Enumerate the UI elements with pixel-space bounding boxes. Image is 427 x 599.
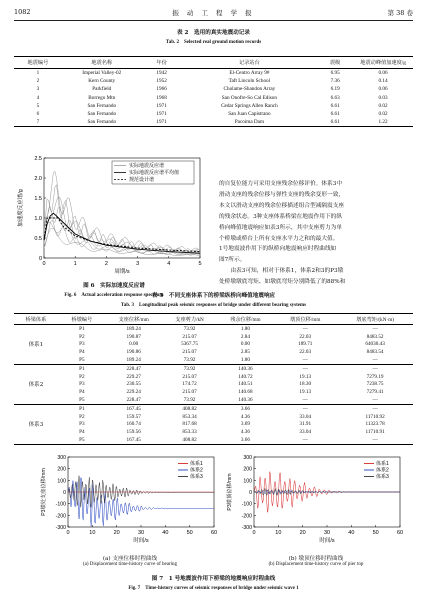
table2-cell: 0.03 (378, 94, 388, 101)
f7a-legend-label: 体系2 (190, 467, 203, 474)
table3-cell: — (273, 364, 337, 372)
table3-cell: 408.82 (162, 404, 218, 412)
table2-row (14, 102, 413, 110)
table3-cell: 140.36 (217, 364, 273, 372)
table3-cell: P1 (58, 364, 106, 372)
table3-row (14, 381, 413, 389)
table2-caption-cn: 表 2 选用的真实地震动记录 (177, 30, 250, 36)
table2-cell: 7 (36, 119, 40, 126)
table3-cell: 215.07 (182, 333, 197, 340)
table3-row (14, 325, 413, 333)
table3-cell: 3.66 (217, 404, 273, 412)
table3-system-cell: 体系3 (14, 404, 58, 444)
table3-cell: 190.86 (126, 349, 141, 356)
table2-row (14, 118, 413, 127)
table3-cell: — (337, 404, 413, 412)
table3-cell: 189.24 (126, 357, 141, 364)
f7a-ytick-label: -100 (55, 501, 66, 508)
table3-cell: P5 (79, 397, 85, 404)
table2-cell: 6.61 (330, 119, 340, 126)
fig6-ytick-label: 0.5 (34, 236, 42, 242)
fig6-series-line (44, 213, 200, 253)
table2-cell: San Fernando (87, 102, 117, 109)
table3-cell: 190.87 (126, 333, 141, 340)
table3-cell: 8483.54 (366, 349, 384, 356)
f7b-xlabel: 时间/s (319, 538, 335, 544)
f7b-legend-label: 体系1 (376, 461, 389, 467)
table2-cell: San Fernando (87, 111, 117, 118)
f7b-ytick-label: -200 (241, 513, 252, 520)
table3-cell: P4 (79, 349, 85, 356)
f7a-ytick-label: 200 (57, 466, 66, 473)
table2-cell: San Juan Capistrano (228, 111, 271, 118)
f7a-ytick-label: 0 (63, 490, 66, 496)
table3-cell: — (302, 397, 308, 404)
table3-cell: 11323.78 (365, 421, 385, 428)
table3-cell: 4.36 (240, 429, 250, 436)
table3-cell: 853.33 (182, 429, 197, 436)
table2-cell: 1971 (156, 111, 167, 118)
table2-cell: 0.02 (378, 102, 388, 109)
body-text-line: 由表3可知，相对于体系1，体系2和3的P3墩 (219, 268, 344, 275)
f7b-xtick-label: 10 (275, 530, 282, 536)
table2-cell: 1952 (156, 78, 167, 85)
table2-cell: 1971 (156, 102, 167, 109)
table3-cell: 8483.52 (366, 333, 384, 340)
table3-cell: 22.03 (299, 333, 312, 340)
table2-cell: 1966 (156, 86, 167, 93)
table3-cell: P1 (79, 325, 85, 332)
table3-cell: 1.80 (240, 325, 250, 332)
fig6-xlabel: 周期/s (114, 269, 130, 275)
f7a-ytick-label: 100 (57, 478, 66, 485)
fig6-series-line (44, 218, 200, 252)
table3-header-cell: 支座剪力/kN (162, 314, 218, 325)
table3-row (14, 436, 413, 444)
table3-cell: 0.00 (129, 341, 139, 348)
table2-cell: Parkfield (92, 86, 112, 93)
table3-cell: 189.24 (126, 325, 141, 332)
table3-cell: 73.92 (183, 397, 196, 404)
table3-cell: — (372, 325, 378, 332)
table3-row (14, 341, 413, 349)
table3-cell: 229.24 (126, 389, 141, 396)
table3-cell: 215.07 (182, 389, 197, 396)
f7b-ylabel: P3墩顶位移/mm (227, 473, 233, 511)
table2-cell: Borrego Mtn (88, 94, 116, 101)
body-text-line: 的残余状态。3种支座体系桥梁在地震作用下的纵 (219, 213, 343, 220)
table2-cell: 3 (36, 86, 40, 93)
table3-cell: 33.04 (299, 429, 312, 436)
f7a-xlabel: 时间/s (133, 538, 149, 544)
table3-cell: 229.27 (126, 373, 141, 380)
body-text-line: 滑动支座的残余位移与弹性支座的残余变形一致， (219, 191, 345, 198)
fig6-ytick-label: 2.0 (34, 176, 42, 182)
figure6-caption-en: Fig. 6 Actual acceleration response spectrum (64, 293, 164, 298)
fig6-record-spectrum-line (44, 185, 200, 253)
table3-cell: 140.36 (238, 397, 253, 404)
fig6-xtick-label: 2 (104, 261, 108, 267)
table2-cell: 0.02 (378, 111, 388, 118)
table3-cell: P3 (79, 421, 85, 428)
body-text-line: 处桥墩墩底弯矩、如墩底弯矩分别降低了的88%和 (219, 279, 346, 286)
table2-cell: 0.14 (378, 78, 388, 85)
table3-cell: P2 (79, 413, 85, 420)
table3-row (14, 364, 413, 372)
table3-header-cell: 残余位移/mm (217, 314, 273, 325)
table3-cell: 4.36 (240, 413, 250, 420)
table3-cell: — (372, 437, 378, 444)
table3-header-cell: 墩底弯矩/(kN·m) (337, 314, 413, 325)
body-text-line: 桥向峰值地震响应如表3所示，其中支座剪力为单 (219, 224, 343, 231)
table3-cell: 167.45 (106, 404, 162, 412)
table2-header-cell: 记录站台 (182, 57, 318, 69)
table3 (14, 313, 413, 445)
table3-cell: 215.07 (182, 373, 197, 380)
table3-row (14, 356, 413, 364)
table3-cell: 22.03 (299, 349, 312, 356)
fig6-xtick-label: 3 (136, 261, 140, 267)
f7b-xtick-label: 20 (299, 530, 306, 536)
table2-cell: San Fernando (87, 119, 117, 126)
table3-cell: 5367.75 (181, 341, 198, 348)
figure7-caption-en: Fig. 7 Time-history curves of seismic responses of bridge under seismic wave 1 (128, 586, 299, 591)
table3-cell: 228.47 (106, 364, 162, 372)
running-header (14, 8, 413, 20)
fig6-ytick-label: 1.5 (34, 196, 42, 202)
table3-cell: 174.72 (182, 381, 197, 388)
table3-row (14, 421, 413, 429)
body-text-line: 的自复位能力可采用支座残余位移评价。体系3中 (219, 181, 343, 187)
table2-cell: 6.19 (330, 86, 340, 93)
journal-name: 振 动 工 程 学 报 (172, 9, 255, 17)
table3-cell: 228.47 (126, 397, 141, 404)
f7a-xtick-label: 20 (113, 530, 120, 536)
table2 (14, 56, 413, 127)
table3-cell: 817.68 (182, 421, 197, 428)
table3-cell: — (273, 404, 337, 412)
table3-cell: 18.30 (299, 381, 312, 388)
fig6-legend-label: 实际地震反应谱平均值 (129, 170, 180, 176)
table2-cell: 1968 (156, 94, 167, 101)
f7a-xtick-label: 0 (66, 530, 70, 536)
table2-cell: 0.06 (378, 70, 388, 77)
f7b-xtick-label: 0 (252, 530, 256, 536)
table3-cell: 140.72 (238, 373, 253, 380)
table2-cell: 5 (36, 102, 40, 109)
table3-cell: P4 (79, 429, 85, 436)
table3-cell: P5 (79, 357, 85, 364)
table2-header-cell: 地震编号 (14, 57, 62, 69)
table2-cell: 7.36 (330, 78, 340, 85)
table3-cell: 7279.41 (366, 389, 384, 396)
table3-cell: 31.91 (299, 421, 312, 428)
table2-cell: 6.61 (330, 102, 340, 109)
table2-cell: 1971 (156, 119, 167, 126)
table3-cell: 1.80 (240, 357, 250, 364)
fig6-xtick-label: 0 (42, 261, 46, 267)
table3-cell: P4 (79, 389, 85, 396)
table3-cell: 0.00 (240, 341, 250, 348)
table3-cell: 64030.43 (365, 341, 385, 348)
f7a-xtick-label: 60 (210, 530, 218, 536)
table3-cell: P2 (79, 373, 85, 380)
table2-cell: 6.95 (330, 70, 340, 77)
figure6-chart (14, 152, 214, 280)
table3-header-cell: 支座位移/mm (106, 314, 162, 325)
table2-cell: 6.61 (330, 111, 340, 118)
table2-cell: 6 (36, 111, 40, 118)
table3-cell: 3.66 (240, 437, 250, 444)
body-text-line: 本文以滑动支座的残余位移描述组合型减隔震支座 (219, 202, 345, 209)
table2-cell: Pacoima Dam (234, 119, 265, 126)
f7a-legend-label: 体系1 (190, 461, 203, 467)
table3-cell: P5 (79, 437, 85, 444)
f7a-xtick-label: 40 (162, 530, 169, 536)
table2-cell: Cholame-Shandon Array (223, 86, 276, 93)
table3-caption-en: Tab. 3 Longitudinal peak seismic responses of bridge under different bearing systems (120, 303, 307, 308)
table2-cell: Imperial Valley-02 (82, 70, 122, 77)
body-text-line: 1号地震波作用下的纵桥向地震响应时程曲线如 (219, 246, 337, 253)
f7a-ytick-label: -200 (55, 513, 66, 520)
table3-cell: P1 (58, 404, 106, 412)
f7b-xtick-label: 60 (396, 530, 404, 536)
volume-label: 第 38 卷 (387, 9, 413, 17)
f7b-ytick-label: 200 (243, 466, 252, 473)
table3-cell: 2.85 (240, 349, 250, 356)
table2-cell: 1 (36, 70, 40, 77)
table3-cell: 189.71 (298, 341, 313, 348)
table3-cell: P3 (79, 341, 85, 348)
table2-header-cell: 震级 (317, 57, 353, 69)
fig6-ytick-label: 1.0 (34, 216, 42, 222)
table3-cell: 11710.92 (365, 413, 385, 420)
table3-cell: 19.13 (299, 389, 312, 396)
fig6-ytick-label: 0 (38, 256, 42, 262)
f7a-xtick-label: 10 (89, 530, 96, 536)
table2-cell: 1.22 (378, 119, 388, 126)
f7b-xtick-label: 30 (323, 530, 331, 536)
table3-cell: 167.45 (126, 437, 141, 444)
table3-row (14, 333, 413, 341)
table3-row (14, 396, 413, 404)
f7b-legend-label: 体系2 (376, 467, 389, 474)
table3-cell: — (372, 397, 378, 404)
table3-row (14, 348, 413, 356)
body-text (219, 179, 415, 288)
table2-header-cell: 地震名称 (62, 57, 142, 69)
table3-caption-cn: 表 3 不同支座体系下的桥梁纵桥向峰值地震响应 (151, 293, 276, 299)
figure7b-chart (226, 452, 406, 552)
body-text-line: 个桥墩或桥台上所有支座水平力之和的最大值。 (219, 235, 339, 242)
table3-system-cell: 体系2 (14, 364, 58, 404)
table3-row (14, 413, 413, 421)
f7b-xtick-label: 40 (348, 530, 355, 536)
f7b-ytick-label: -100 (241, 501, 252, 508)
f7a-ytick-label: 300 (57, 455, 66, 461)
table2-header-cell: 年份 (142, 57, 182, 69)
fig6-legend-label: 实际地震反应谱 (129, 163, 165, 169)
table3-cell: 7238.75 (366, 381, 384, 388)
table3-cell: 7279.19 (366, 373, 384, 380)
table3-header-cell: 桥墩编号 (58, 314, 106, 325)
table3-row (14, 388, 413, 396)
table3-cell: 140.68 (238, 389, 253, 396)
figure7b-subcaption-en: (b) Displacement time-history curve of pier top (268, 562, 364, 567)
table3-cell: 408.82 (182, 437, 197, 444)
figure7a-subcaption-en: (a) Displacement time-history curve of bearing (83, 562, 177, 567)
table2-cell: 4 (36, 94, 40, 101)
f7a-xtick-label: 30 (137, 530, 145, 536)
figure7a-subcaption-cn: (a) 支座位移时程曲线 (102, 556, 158, 562)
table3-cell: 230.55 (126, 381, 141, 388)
f7b-ytick-label: 300 (243, 455, 252, 461)
f7b-ytick-label: -300 (241, 525, 252, 531)
f7a-ytick-label: -300 (55, 525, 66, 531)
fig6-ylabel: 加速度反应谱/g (18, 189, 24, 227)
page-number: 1082 (14, 8, 31, 16)
table2-cell: Cedar Springs Allen Ranch (221, 102, 278, 109)
table2-cell: El-Centro Array 9# (229, 70, 270, 77)
table2-cell: 1942 (156, 70, 167, 77)
table3-cell: 33.04 (299, 413, 312, 420)
table2-row (14, 69, 413, 78)
table3-cell: — (302, 357, 308, 364)
figure7b-subcaption-cn: (b) 墩顶位移时程曲线 (288, 556, 344, 562)
table2-cell: 2 (36, 78, 40, 85)
table2-cell: Kern County (88, 78, 116, 85)
table3-header-cell: 墩顶位移/mm (273, 314, 337, 325)
f7a-legend-label: 体系3 (190, 474, 203, 480)
fig6-xtick-label: 4 (167, 261, 171, 267)
body-text-line: 图7所示。 (219, 257, 246, 264)
table3-row (14, 404, 413, 412)
table2-row (14, 85, 413, 93)
table3-cell: 3.69 (240, 421, 250, 428)
fig6-ytick-label: 2.5 (34, 156, 42, 162)
table3-cell: 73.92 (183, 325, 196, 332)
table3-cell: 11710.91 (365, 429, 385, 436)
table3-cell: 853.34 (182, 413, 197, 420)
table2-caption-en: Tab. 2 Selected real ground motion records (165, 40, 262, 45)
table2-row (14, 94, 413, 102)
table3-cell: 160.74 (126, 421, 141, 428)
table3-cell: — (302, 437, 308, 444)
table2-header-cell: 地震动峰值加速度/g (353, 57, 413, 69)
table3-cell: — (302, 325, 308, 332)
fig6-legend-label: 规范设计谱 (129, 177, 155, 183)
table3-row (14, 373, 413, 381)
table2-cell: 0.06 (378, 86, 388, 93)
table2-row (14, 110, 413, 118)
table3-row (14, 428, 413, 436)
table3-cell: 2.84 (240, 333, 250, 340)
table2-cell: 6.63 (330, 94, 340, 101)
f7b-legend-label: 体系3 (376, 474, 389, 480)
table2-cell: Taft Lincoln School (228, 78, 271, 85)
table3-cell: 159.57 (126, 413, 141, 420)
table3-cell: 73.92 (183, 357, 196, 364)
header-rule (14, 20, 413, 21)
figure7-caption-cn: 图 7 1 号地震波作用下桥梁的地震响应时程曲线 (151, 576, 276, 582)
table3-cell: 159.56 (126, 429, 141, 436)
f7b-ytick-label: 100 (243, 478, 252, 485)
table3-cell: — (372, 357, 378, 364)
table3-cell: P3 (79, 381, 85, 388)
fig6-record-spectrum-line (44, 228, 200, 256)
table3-cell: — (337, 364, 413, 372)
figure7a-chart (40, 452, 220, 552)
table3-cell: 73.92 (162, 364, 218, 372)
table3-system-cell: 体系1 (28, 342, 44, 349)
table3-cell: 140.51 (238, 381, 253, 388)
table3-cell: 19.13 (299, 373, 312, 380)
table3-cell: P2 (79, 333, 85, 340)
f7b-ytick-label: 0 (249, 490, 252, 496)
fig6-xtick-label: 1 (73, 261, 77, 267)
figure6-caption-cn: 图 6 实际加速度反应谱 (83, 283, 145, 289)
f7b-xtick-label: 50 (372, 530, 379, 536)
table3-cell: 215.07 (182, 349, 197, 356)
fig6-xtick-label: 5 (198, 261, 202, 267)
f7a-ylabel: P3墩处支座位移/mm (41, 468, 47, 516)
table3-header-cell: 桥梁体系 (14, 314, 58, 325)
table2-cell: San Onofre-So Cal Edison (221, 94, 277, 101)
f7a-xtick-label: 50 (186, 530, 193, 536)
table2-row (14, 77, 413, 85)
